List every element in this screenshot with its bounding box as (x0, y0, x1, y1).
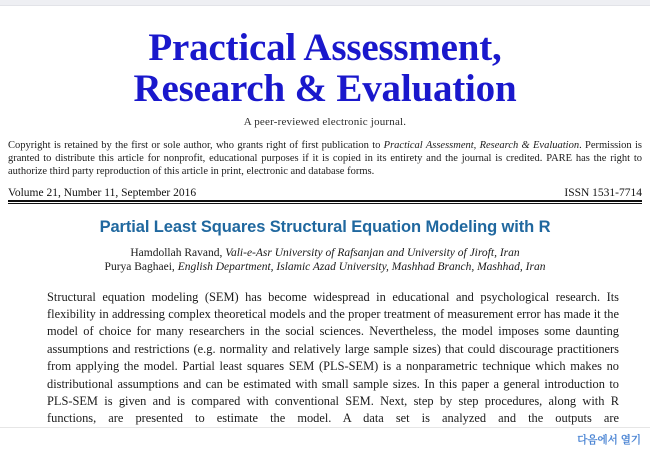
issn-label: ISSN 1531-7714 (564, 186, 642, 199)
article-title: Partial Least Squares Structural Equation Modeling with R (99, 217, 551, 236)
bottom-action-bar (0, 427, 650, 451)
author-name: Hamdollah Ravand, (130, 246, 226, 259)
copyright-text-part-2: . Permission is granted to distribute this article for nonprofit, educational purposes if it is copied in its entirety and the journal is credited. PARE has the right to authorize third party reproduction of this article in print, electronic and database forms. (8, 140, 642, 178)
copyright-notice (8, 139, 642, 179)
author-block (0, 246, 650, 275)
open-in-app-link[interactable]: 다음에서 열기 (577, 434, 641, 446)
journal-name-italic: Practical Assessment, Research & Evaluation (383, 140, 580, 151)
author-affiliation: Vali-e-Asr University of Rafsanjan and University of Jiroft, Iran (225, 246, 520, 259)
author-affiliation: English Department, Islamic Azad University, Mashhad Branch, Mashhad, Iran (177, 261, 546, 274)
author-name: Purya Baghaei, (104, 261, 178, 274)
journal-masthead (0, 6, 650, 109)
volume-label: Volume 21, Number 11, September 2016 (8, 186, 197, 199)
author-line-2 (0, 260, 650, 275)
masthead-line-1: Practical Assessment, (148, 26, 502, 69)
journal-page (0, 6, 650, 427)
masthead-line-2: Research & Evaluation (133, 67, 517, 110)
article-abstract: Structural equation modeling (SEM) has become widespread in educational and psychological research. Its flexibility in addressing complex theoretical models and the proper treatment of measurement error has made it the model of choice for many researchers in the social sciences. Nevertheless, the model imposes some daunting assumptions and restrictions (e.g. normality and relatively large sample sizes) that could discourage practitioners from applying the model. Partial least squares SEM (PLS-SEM) is a nonparametric technique which makes no distributional assumptions and can be estimated with small sample sizes. In this paper a general introduction to PLS-SEM is given and is compared with conventional SEM. Next, step by step procedures, along with R functions, are presented to estimate the model. A data set is analyzed and the outputs are (47, 289, 619, 426)
header-divider-rule (8, 200, 642, 204)
volume-issn-row (8, 187, 642, 199)
copyright-text-part-1: Copyright is retained by the first or sole author, who grants right of first publication to (8, 140, 384, 151)
author-line-1 (0, 246, 650, 261)
journal-subtitle: A peer-reviewed electronic journal. (243, 116, 407, 128)
